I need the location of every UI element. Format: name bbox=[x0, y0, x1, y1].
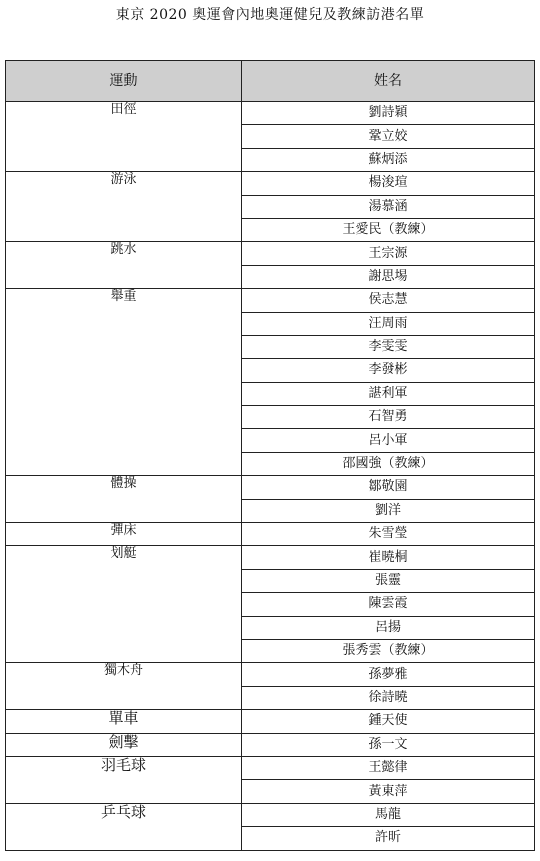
document-title: 東京 2020 奧運會內地奧運健兒及教練訪港名單 bbox=[115, 7, 425, 23]
name-cell: 李發彬 bbox=[242, 359, 535, 382]
name-cell: 石智勇 bbox=[242, 406, 535, 429]
table-header-row bbox=[6, 61, 535, 102]
table-row bbox=[6, 289, 535, 312]
table-row bbox=[6, 523, 535, 546]
table-row bbox=[6, 242, 535, 265]
table-row bbox=[6, 756, 535, 779]
name-cell: 王愛民（教練） bbox=[242, 218, 535, 241]
name-cell: 孫夢雅 bbox=[242, 663, 535, 686]
name-cell: 張秀雲（教練） bbox=[242, 639, 535, 662]
name-cell: 蘇炳添 bbox=[242, 148, 535, 171]
name-cell: 劉詩穎 bbox=[242, 102, 535, 125]
name-cell: 馬龍 bbox=[242, 803, 535, 826]
table-row bbox=[6, 102, 535, 125]
sport-cell: 體操 bbox=[6, 476, 242, 523]
name-cell: 張靈 bbox=[242, 569, 535, 592]
table-row bbox=[6, 733, 535, 756]
name-cell: 徐詩曉 bbox=[242, 686, 535, 709]
name-cell: 鞏立姣 bbox=[242, 125, 535, 148]
name-cell: 汪周雨 bbox=[242, 312, 535, 335]
name-cell: 陳雲霞 bbox=[242, 593, 535, 616]
sport-cell: 彈床 bbox=[6, 523, 242, 546]
sport-cell: 划艇 bbox=[6, 546, 242, 663]
name-cell: 楊浚瑄 bbox=[242, 172, 535, 195]
name-cell: 黃東萍 bbox=[242, 780, 535, 803]
name-cell: 崔曉桐 bbox=[242, 546, 535, 569]
name-cell: 侯志慧 bbox=[242, 289, 535, 312]
name-cell: 湯慕涵 bbox=[242, 195, 535, 218]
name-cell: 孫一文 bbox=[242, 733, 535, 756]
table-row bbox=[6, 476, 535, 499]
name-cell: 李雯雯 bbox=[242, 335, 535, 358]
name-cell: 邵國強（教練） bbox=[242, 452, 535, 475]
table-row bbox=[6, 803, 535, 826]
header-name: 姓名 bbox=[242, 61, 535, 102]
table-row bbox=[6, 546, 535, 569]
sport-cell: 獨木舟 bbox=[6, 663, 242, 710]
sport-cell: 游泳 bbox=[6, 172, 242, 242]
sport-cell: 田徑 bbox=[6, 102, 242, 172]
table-row bbox=[6, 172, 535, 195]
sport-cell: 跳水 bbox=[6, 242, 242, 289]
name-cell: 鄒敬園 bbox=[242, 476, 535, 499]
header-sport: 運動 bbox=[6, 61, 242, 102]
sport-cell: 劍擊 bbox=[6, 733, 242, 756]
sport-cell: 羽毛球 bbox=[6, 756, 242, 803]
name-cell: 呂小軍 bbox=[242, 429, 535, 452]
sport-cell: 乒乓球 bbox=[6, 803, 242, 850]
name-cell: 許昕 bbox=[242, 827, 535, 850]
name-cell: 王懿律 bbox=[242, 756, 535, 779]
sport-cell: 舉重 bbox=[6, 289, 242, 476]
name-cell: 劉洋 bbox=[242, 499, 535, 522]
name-cell: 謝思埸 bbox=[242, 265, 535, 288]
table-row bbox=[6, 710, 535, 733]
sport-cell: 單車 bbox=[6, 710, 242, 733]
name-cell: 王宗源 bbox=[242, 242, 535, 265]
name-cell: 諶利軍 bbox=[242, 382, 535, 405]
name-cell: 呂揚 bbox=[242, 616, 535, 639]
name-cell: 鍾天使 bbox=[242, 710, 535, 733]
roster-body bbox=[6, 102, 535, 851]
athlete-roster-table bbox=[5, 60, 535, 851]
table-row bbox=[6, 663, 535, 686]
name-cell: 朱雪瑩 bbox=[242, 523, 535, 546]
